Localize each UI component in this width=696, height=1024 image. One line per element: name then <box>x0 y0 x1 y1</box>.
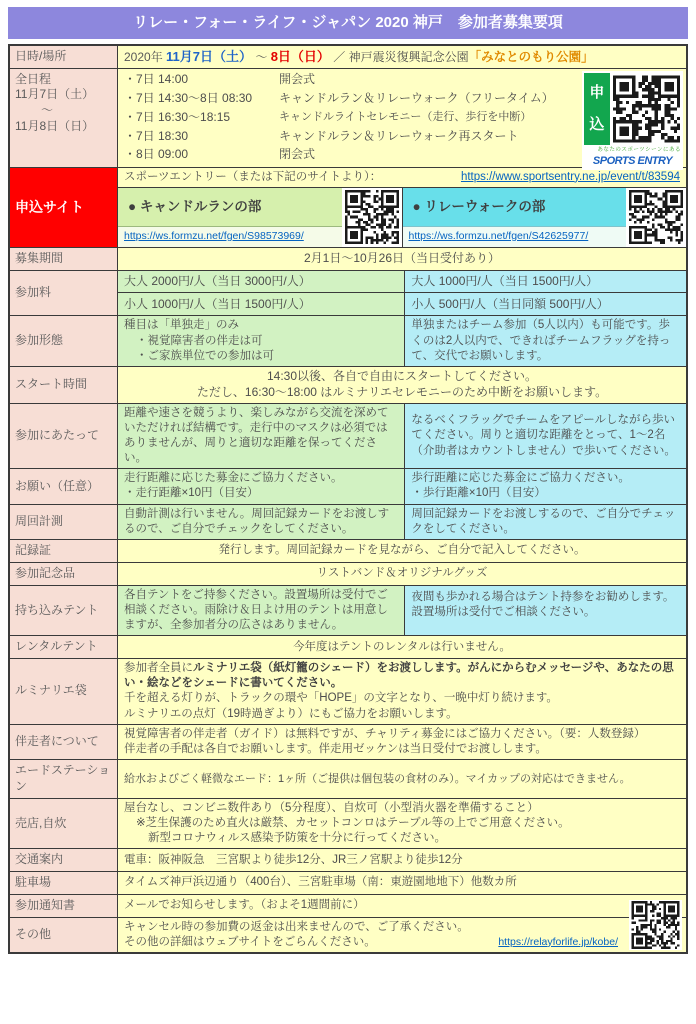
shop-line1: 屋台なし、コンビニ数件あり（5分程度）、自炊可（小型消火器を準備すること） <box>124 801 539 814</box>
row-certificate <box>10 539 686 562</box>
label-rental-tent: レンタルテント <box>10 636 118 658</box>
rental-tent-value: 今年度はテントのレンタルは行いません。 <box>118 636 686 658</box>
label-parking: 駐車場 <box>10 872 118 894</box>
request-run-line2: ・走行距離×10円（目安） <box>124 487 259 500</box>
datetime-tilde: ～ <box>252 49 271 64</box>
start-time-value <box>118 367 686 403</box>
datetime-date1: 11月7日（土） <box>166 48 253 64</box>
sports-entry-name: SPORTS ENTRY <box>592 154 673 167</box>
format-run-line3: ・ご家族単位での参加は可 <box>136 349 274 362</box>
row-shop <box>10 798 686 849</box>
candle-run-panel <box>118 188 403 247</box>
label-schedule <box>10 69 118 167</box>
certificate-value: 発行します。周回記録カードを見ながら、ご自分で記入してください。 <box>118 540 686 562</box>
other-line2-text: その他の詳細はウェブサイトをごらんください。 <box>124 935 376 948</box>
shop-line2: ※芝生保護のため直火は厳禁、カセットコンロはテーブル等の上でご用意ください。 <box>136 816 570 829</box>
relay-walk-link[interactable]: https://ws.formzu.net/fgen/S42625977/ <box>408 229 589 242</box>
row-start-time <box>10 366 686 403</box>
access-value: 電車：阪神阪急 三宮駅より徒歩12分、JR三ノ宮駅より徒歩12分 <box>118 849 686 871</box>
label-other: その他 <box>10 918 118 952</box>
label-shop: 売店,自炊 <box>10 799 118 849</box>
fee-run-adult: 大人 2000円/人（当日 3000円/人） <box>118 271 404 294</box>
tent-walk-cell: 夜間も歩かれる場合はテント持参をお勧めします。設置場所は受付でご相談ください。 <box>405 586 686 636</box>
schedule-label-line2: 11月7日（土） <box>15 87 95 102</box>
apply-site-content <box>118 168 686 247</box>
sportsentry-qr-code <box>612 73 681 145</box>
other-line1: キャンセル時の参加費の返金は出来ませんので、ご了承ください。 <box>124 920 469 933</box>
schedule-event: キャンドルライトセレモニー（走行、歩行を中断） <box>279 110 532 123</box>
row-souvenir <box>10 562 686 585</box>
schedule-event: 閉会式 <box>279 147 316 162</box>
label-souvenir: 参加記念品 <box>10 563 118 585</box>
sportsentry-link[interactable]: https://www.sportsentry.ne.jp/event/t/83594 <box>460 170 680 183</box>
label-tent: 持ち込みテント <box>10 586 118 636</box>
parking-value: タイムズ神戸浜辺通り（400台）、三宮駐車場（南：東遊園地地下）他数カ所 <box>118 872 686 894</box>
label-apply-site: 申込サイト <box>10 168 118 247</box>
request-walk-cell <box>405 469 686 503</box>
row-luminarie <box>10 658 686 724</box>
guide-value <box>118 725 686 759</box>
participation-walk-cell: なるべくフラッグでチームをアピールしながら歩いてください。周りと適切な距離をとって、1～2名（介助者はカウントしません）で歩いてください。 <box>405 404 686 469</box>
format-run-line2: ・視覚障害者の伴走は可 <box>136 334 263 347</box>
fee-run-cell <box>118 271 405 316</box>
website-qr-code <box>629 900 682 950</box>
schedule-time: ・7日 14:30～8日 08:30 <box>124 90 253 105</box>
sports-entry-tagline: あなたのスポーツシーンにある <box>597 146 681 153</box>
datetime-value <box>118 46 686 68</box>
label-fee: 参加料 <box>10 271 118 316</box>
schedule-time: ・7日 14:00 <box>124 72 189 87</box>
schedule-content <box>118 69 686 167</box>
datetime-venue: ／ 神戸震災復興記念公園 <box>329 49 469 64</box>
guide-line2: 伴走者の手配は各自でお願いします。伴走用ゼッケンは当日受付でお渡しします。 <box>124 742 547 755</box>
format-run-line1: 種目は「単独走」のみ <box>124 319 239 332</box>
aid-station-value: 給水およびごく軽微なエード：1ヶ所（ご提供は個包装の食材のみ）。マイカップの対応はできません。 <box>118 760 686 798</box>
info-table <box>8 44 688 954</box>
schedule-time: ・7日 16:30～18:15 <box>124 109 231 124</box>
row-schedule <box>10 68 686 167</box>
label-guide: 伴走者について <box>10 725 118 759</box>
relay-walk-qr-box <box>626 188 686 247</box>
relay-walk-panel <box>403 188 687 247</box>
other-value <box>118 918 686 952</box>
fee-walk-cell <box>405 271 686 316</box>
candle-run-qr-box <box>342 188 402 247</box>
guide-line1: 視覚障害者の伴走者（ガイド）は無料ですが、チャリティ募金にはご協力ください。（要：人数登録） <box>124 727 646 740</box>
row-datetime <box>10 46 686 68</box>
row-parking <box>10 871 686 894</box>
label-period: 募集期間 <box>10 248 118 270</box>
row-participation <box>10 403 686 469</box>
tent-run-cell: 各自テントをご持参ください。設置場所は受付でご相談ください。雨除け＆日よけ用のテントは用意しますが、全参加者分の広さはありません。 <box>118 586 405 636</box>
row-access <box>10 848 686 871</box>
schedule-event: 開会式 <box>279 72 316 87</box>
format-walk-cell: 単独またはチーム参加（5人以内）も可能です。歩くのは2人以内で、できればチームフラッグを持って、交代でお願いします。 <box>405 316 686 366</box>
notice-value: メールでお知らせします。（およそ1週間前に） <box>118 895 686 917</box>
luminarie-lead: 参加者全員に <box>124 662 193 674</box>
row-rental-tent <box>10 635 686 658</box>
schedule-label-line1: 全日程 <box>15 71 52 86</box>
datetime-year: 2020年 <box>124 49 167 64</box>
datetime-park: 「みなとのもり公園」 <box>468 49 594 64</box>
label-notice: 参加通知書 <box>10 895 118 917</box>
label-request: お願い（任意） <box>10 469 118 503</box>
format-run-cell <box>118 316 405 366</box>
datetime-date2: 8日（日） <box>270 48 330 64</box>
row-period <box>10 247 686 270</box>
label-start-time: スタート時間 <box>10 367 118 403</box>
label-datetime: 日時/場所 <box>10 46 118 68</box>
row-tent <box>10 585 686 636</box>
sports-entry-logo <box>584 147 681 169</box>
shop-value <box>118 799 686 849</box>
luminarie-line3: ルミナリエの点灯（19時過ぎより）にもご協力をお願いします。 <box>124 707 458 720</box>
row-other <box>10 917 686 952</box>
luminarie-bold-text: ルミナリエ袋（紙灯籠のシェード）をお渡しします。がんにからむメッセージや、あなたの思い・絵などをシェードに書いてください。 <box>124 662 674 690</box>
apply-badge <box>584 73 610 145</box>
row-lap-count <box>10 504 686 539</box>
relay-walk-title: ● リレーウォークの部 <box>403 188 687 226</box>
label-luminarie: ルミナリエ袋 <box>10 659 118 724</box>
fee-run-child: 小人 1000円/人（当日 1500円/人） <box>124 296 311 311</box>
schedule-time: ・7日 18:30 <box>124 128 189 143</box>
relay-walk-qr-code <box>629 190 683 244</box>
candle-run-qr-code <box>345 190 399 244</box>
lap-count-run-cell: 自動計測は行いません。周回記録カードをお渡しするので、ご自分でチェックをしてください。 <box>118 505 405 539</box>
label-aid-station: エードステーション <box>10 760 118 798</box>
apply-intro-text: スポーツエントリー（または下記のサイトより）： <box>124 170 382 183</box>
page-title: リレー・フォー・ライフ・ジャパン 2020 神戸 参加者募集要項 <box>8 7 688 39</box>
shop-line3: 新型コロナウィルス感染予防策を十分に行ってください。 <box>148 832 446 845</box>
fee-walk-adult: 大人 1000円/人（当日 1500円/人） <box>405 271 686 294</box>
label-format: 参加形態 <box>10 316 118 366</box>
start-time-line1: 14:30以後、各自で自由にスタートしてください。 <box>266 368 538 383</box>
row-aid-station <box>10 759 686 798</box>
apply-char-2: 込 <box>589 115 605 133</box>
website-link[interactable]: https://relayforlife.jp/kobe/ <box>498 935 618 948</box>
apply-intro <box>118 168 686 188</box>
lap-count-walk-cell: 周回記録カードをお渡しするので、ご自分でチェックをしてください。 <box>405 505 686 539</box>
sports-entry-box <box>582 71 683 171</box>
schedule-event: キャンドルラン＆リレーウォーク再スタート <box>279 128 519 143</box>
luminarie-line2: 千を超える灯りが、トラックの環や「HOPE」の文字となり、一晩中灯り続けます。 <box>124 692 558 705</box>
candle-run-title: ● キャンドルランの部 <box>118 188 402 226</box>
period-value: 2月1日～10月26日（当日受付あり） <box>118 248 686 270</box>
souvenir-value: リストバンド＆オリジナルグッズ <box>118 563 686 585</box>
request-run-cell <box>118 469 405 503</box>
start-time-line2: ただし、16:30～18:00 はルミナリエセレモニーのため中断をお願いします。 <box>196 384 608 399</box>
luminarie-value <box>118 659 686 724</box>
row-format <box>10 315 686 366</box>
apply-char-1: 申 <box>589 83 605 101</box>
request-walk-line2: ・歩行距離×10円（目安） <box>411 487 546 500</box>
request-walk-line1: 歩行距離に応じた募金にご協力ください。 <box>411 472 630 485</box>
candle-run-link[interactable]: https://ws.formzu.net/fgen/S98573969/ <box>124 229 304 242</box>
row-fee <box>10 270 686 316</box>
row-notice <box>10 894 686 917</box>
schedule-label-tilde: 〜 <box>41 103 54 118</box>
label-certificate: 記録証 <box>10 540 118 562</box>
row-request <box>10 468 686 503</box>
schedule-label-line3: 11月8日（日） <box>15 119 95 134</box>
schedule-time: ・8日 09:00 <box>124 147 189 162</box>
row-guide <box>10 724 686 759</box>
label-lap-count: 周回計測 <box>10 505 118 539</box>
label-participation: 参加にあたって <box>10 404 118 469</box>
request-run-line1: 走行距離に応じた募金にご協力ください。 <box>124 472 343 485</box>
label-access: 交通案内 <box>10 849 118 871</box>
participation-run-cell: 距離や速さを競うより、楽しみながら交流を深めていただければ結構です。走行中のマスクは必須ではありませんが、周りと適切な距離を保ってください。 <box>118 404 405 469</box>
schedule-event: キャンドルラン＆リレーウォーク（フリータイム） <box>279 90 554 105</box>
row-apply-site <box>10 167 686 247</box>
fee-walk-child: 小人 500円/人（当日同額 500円/人） <box>411 296 609 311</box>
